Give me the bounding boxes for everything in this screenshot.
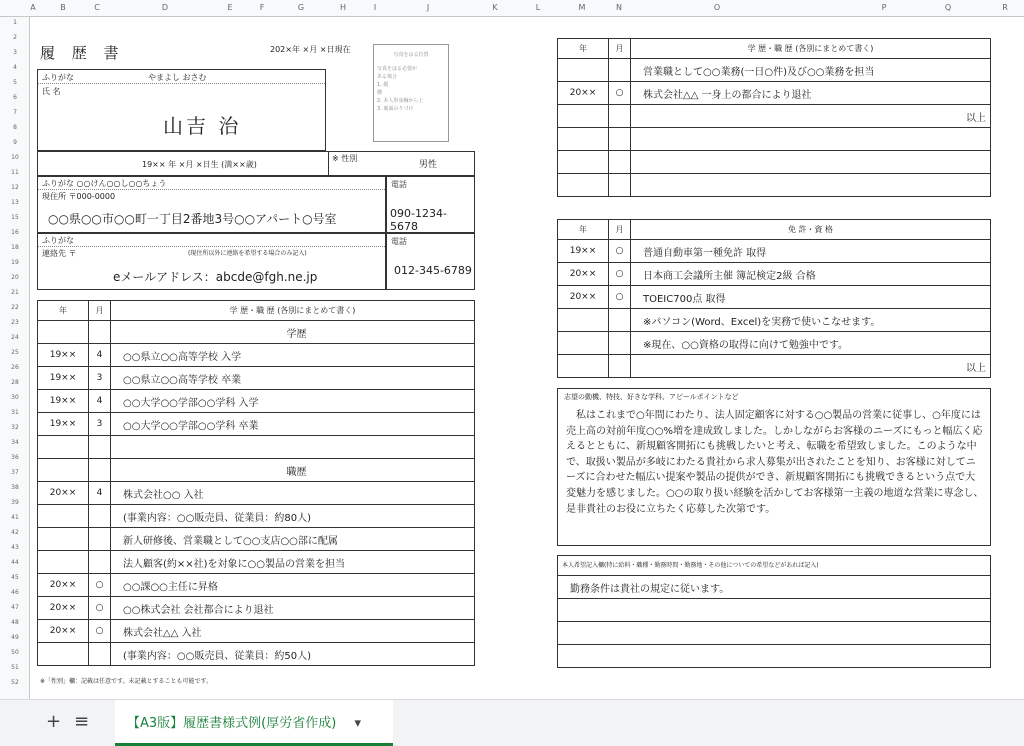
- contact-phone-number: 012-345-6789: [394, 264, 472, 277]
- divider: [558, 575, 990, 576]
- row-label[interactable]: 41: [11, 514, 19, 521]
- content-cell[interactable]: [631, 151, 991, 174]
- month-cell[interactable]: [609, 355, 631, 378]
- year-cell[interactable]: 20××: [38, 482, 89, 505]
- row-label[interactable]: 39: [11, 499, 19, 506]
- resume-title: 履 歴 書: [40, 44, 125, 62]
- add-sheet-button[interactable]: +: [46, 711, 62, 732]
- year-cell[interactable]: [38, 643, 89, 666]
- year-header: 年: [38, 301, 89, 321]
- month-cell[interactable]: [89, 551, 111, 574]
- year-cell[interactable]: 19××: [38, 390, 89, 413]
- month-cell[interactable]: ○: [609, 263, 631, 286]
- content-cell[interactable]: 新人研修後、営業職として○○支店○○部に配属: [111, 528, 475, 551]
- month-cell[interactable]: 3: [89, 367, 111, 390]
- year-cell[interactable]: [558, 355, 609, 378]
- content-cell[interactable]: ○○県立○○高等学校 卒業: [111, 367, 475, 390]
- birth-date: 19×× 年 ×月 ×日生 (満××歳): [142, 160, 257, 169]
- row-header: [0, 17, 30, 699]
- row-label[interactable]: 31: [11, 409, 19, 416]
- footnote: ※「性別」欄：記載は任意です。未記載とすることも可能です。: [40, 678, 213, 685]
- year-cell[interactable]: [558, 128, 609, 151]
- divider: [558, 598, 990, 599]
- sex-label: ※ 性別: [332, 154, 358, 163]
- content-cell[interactable]: 株式会社△△ 入社: [111, 620, 475, 643]
- row-label[interactable]: 4: [13, 64, 17, 71]
- row-label[interactable]: 25: [11, 349, 19, 356]
- content-header: 学 歴・職 歴 (各別にまとめて書く): [111, 301, 475, 321]
- table-row[interactable]: [558, 240, 991, 263]
- row-label[interactable]: 1: [13, 19, 17, 26]
- column-label[interactable]: E: [227, 3, 233, 12]
- spreadsheet-grid[interactable]: [30, 17, 1024, 699]
- content-cell[interactable]: 営業職として○○業務(一日○件)及び○○業務を担当: [631, 59, 991, 82]
- table-row[interactable]: [558, 286, 991, 309]
- table-row[interactable]: [38, 620, 475, 643]
- content-cell[interactable]: 株式会社△△ 一身上の都合により退社: [631, 82, 991, 105]
- row-label[interactable]: 15: [11, 214, 19, 221]
- furigana-label: ふりがな: [42, 73, 74, 82]
- column-label[interactable]: N: [616, 3, 622, 12]
- month-cell[interactable]: 4: [89, 344, 111, 367]
- address-box: [37, 176, 386, 233]
- table-row[interactable]: [38, 528, 475, 551]
- year-cell[interactable]: 20××: [38, 620, 89, 643]
- column-label[interactable]: M: [578, 3, 586, 12]
- row-label[interactable]: 10: [11, 154, 19, 161]
- table-row[interactable]: [558, 174, 991, 197]
- row-label[interactable]: 2: [13, 34, 17, 41]
- sheet-tab-label: 【A3版】履歴書様式例(厚労省作成): [127, 716, 337, 731]
- month-header: 月: [89, 301, 111, 321]
- row-label[interactable]: 43: [11, 544, 19, 551]
- contact-phone-box: [386, 233, 475, 290]
- wish-box: [557, 555, 991, 668]
- divider: [558, 621, 990, 622]
- motive-label: 志望の動機、特技、好きな学科、アピールポイントなど: [564, 393, 739, 401]
- year-cell[interactable]: 20××: [558, 82, 609, 105]
- name-box: [37, 69, 326, 151]
- row-label[interactable]: 38: [11, 484, 19, 491]
- month-cell[interactable]: [89, 505, 111, 528]
- year-cell[interactable]: 20××: [38, 597, 89, 620]
- row-label[interactable]: 3: [13, 49, 17, 56]
- row-label[interactable]: 52: [11, 679, 19, 686]
- content-header: 免 許・資 格: [631, 220, 991, 240]
- photo-instruction: ある場合: [377, 74, 398, 80]
- table-row[interactable]: [38, 436, 475, 459]
- row-label[interactable]: 48: [11, 619, 19, 626]
- table-row[interactable]: [38, 482, 475, 505]
- month-cell[interactable]: ○: [89, 597, 111, 620]
- content-cell[interactable]: ○○株式会社 会社都合により退社: [111, 597, 475, 620]
- table-row[interactable]: [558, 151, 991, 174]
- column-label[interactable]: I: [373, 3, 377, 12]
- month-cell[interactable]: [609, 332, 631, 355]
- photo-instruction: 写真をはる位置: [393, 52, 429, 58]
- content-cell[interactable]: 日本商工会議所主催 簿記検定2級 合格: [631, 263, 991, 286]
- row-label[interactable]: 18: [11, 244, 19, 251]
- column-label[interactable]: J: [426, 3, 430, 12]
- year-cell[interactable]: [558, 105, 609, 128]
- month-cell[interactable]: [89, 459, 111, 482]
- year-cell[interactable]: [558, 332, 609, 355]
- row-label[interactable]: 11: [11, 169, 19, 176]
- content-cell[interactable]: (事業内容：○○販売員、従業員：約50人): [111, 643, 475, 666]
- row-label[interactable]: 50: [11, 649, 19, 656]
- content-cell[interactable]: 以上: [631, 355, 991, 378]
- contact-note: (現住所以外に連絡を希望する場合のみ記入): [188, 250, 307, 257]
- contact-furigana: ふりがな: [42, 236, 74, 245]
- year-cell[interactable]: 20××: [38, 574, 89, 597]
- year-cell[interactable]: 19××: [38, 367, 89, 390]
- sex-value: 男性: [419, 160, 438, 170]
- divider: [38, 189, 385, 190]
- table-row[interactable]: [558, 82, 991, 105]
- row-label[interactable]: 7: [13, 109, 17, 116]
- month-cell[interactable]: [609, 105, 631, 128]
- row-label[interactable]: 5: [13, 79, 17, 86]
- motive-box: [557, 388, 991, 546]
- content-header: 学 歴・職 歴 (各別にまとめて書く): [631, 39, 991, 59]
- photo-instruction: 1. 縦: [377, 82, 389, 88]
- contact-label: 連絡先 〒: [42, 249, 77, 258]
- row-label[interactable]: 12: [11, 184, 19, 191]
- month-cell[interactable]: [89, 643, 111, 666]
- row-label[interactable]: 36: [11, 454, 19, 461]
- chevron-down-icon[interactable]: ▾: [354, 716, 361, 731]
- table-row[interactable]: [558, 105, 991, 128]
- column-label[interactable]: A: [30, 3, 36, 12]
- sheet-tab-bar: [0, 699, 1024, 746]
- year-header: 年: [558, 39, 609, 59]
- birth-row: [37, 151, 475, 176]
- address: ○○県○○市○○町一丁目2番地3号○○アパート○号室: [48, 212, 337, 226]
- phone-label: 電話: [391, 180, 407, 189]
- divider: [38, 246, 385, 247]
- table-row[interactable]: [558, 263, 991, 286]
- month-cell[interactable]: ○: [89, 574, 111, 597]
- column-label[interactable]: R: [1002, 3, 1008, 12]
- row-label[interactable]: 32: [11, 424, 19, 431]
- row-label[interactable]: 42: [11, 529, 19, 536]
- column-label[interactable]: B: [60, 3, 66, 12]
- row-label[interactable]: 24: [11, 334, 19, 341]
- column-label[interactable]: D: [161, 3, 169, 12]
- address-label: 現住所 〒000-0000: [42, 192, 116, 201]
- name-furigana: やまよし おさむ: [148, 73, 207, 82]
- history-table-left: [37, 300, 475, 666]
- month-cell[interactable]: [89, 321, 111, 344]
- row-label[interactable]: 22: [11, 304, 19, 311]
- row-label[interactable]: 45: [11, 574, 19, 581]
- row-label[interactable]: 46: [11, 589, 19, 596]
- year-cell[interactable]: [558, 174, 609, 197]
- month-cell[interactable]: [609, 174, 631, 197]
- row-label[interactable]: 19: [11, 259, 19, 266]
- year-cell[interactable]: [558, 151, 609, 174]
- row-label[interactable]: 44: [11, 559, 19, 566]
- photo-instruction: 写真をはる必要が: [377, 66, 418, 72]
- year-cell[interactable]: 20××: [558, 286, 609, 309]
- table-row[interactable]: [558, 309, 991, 332]
- month-header: 月: [609, 220, 631, 240]
- year-cell[interactable]: 20××: [558, 263, 609, 286]
- content-cell[interactable]: ○○大学○○学部○○学科 入学: [111, 390, 475, 413]
- row-label[interactable]: 21: [11, 289, 19, 296]
- month-cell[interactable]: [89, 528, 111, 551]
- month-header: 月: [609, 39, 631, 59]
- table-row[interactable]: [558, 128, 991, 151]
- content-cell[interactable]: ○○課○○主任に昇格: [111, 574, 475, 597]
- phone-number: 090-1234-5678: [390, 207, 447, 233]
- table-row[interactable]: [558, 59, 991, 82]
- motive-text: 私はこれまで○年間にわたり、法人固定顧客に対する○○製品の営業に従事し、○年度には売上高の対前年度○○%増を達成致しました。しかしながらお客様のニーズにもっと幅広く応えるとともに、新規顧客開拓にも挑戦したいと考え、転職を希望致しました。このような中で、取扱い製品が多岐にわたる貴社から求人募集が出されたことを知り、お客様に対してニーズに合わせた幅広い提案や製品の提供ができ、新規顧客開拓にも挑戦できるという点で大変魅力を感じました。○○の取り扱い経験を活かしてお客様第一主義の地道な営業に専念し、是非貴社のお役に立ちたく応募した次第です。: [566, 410, 984, 515]
- table-row[interactable]: [38, 551, 475, 574]
- column-label[interactable]: O: [713, 3, 721, 12]
- content-cell[interactable]: ※パソコン(Word、Excel)を実務で使いこなせます。: [631, 309, 991, 332]
- table-row[interactable]: [38, 505, 475, 528]
- year-cell[interactable]: [38, 551, 89, 574]
- row-label[interactable]: 13: [11, 199, 19, 206]
- photo-instruction: 2. 本人単身胸から上: [377, 98, 424, 104]
- contact-phone-label: 電話: [391, 237, 407, 246]
- content-cell[interactable]: TOEIC700点 取得: [631, 286, 991, 309]
- address-furigana: ふりがな ○○けん○○し○○ちょう: [42, 179, 167, 188]
- table-row[interactable]: [38, 459, 475, 482]
- content-cell[interactable]: 職歴: [111, 459, 475, 482]
- column-label[interactable]: P: [881, 3, 887, 12]
- year-cell[interactable]: [38, 459, 89, 482]
- year-cell[interactable]: [558, 309, 609, 332]
- month-cell[interactable]: [609, 151, 631, 174]
- month-cell[interactable]: 3: [89, 413, 111, 436]
- row-label[interactable]: 23: [11, 319, 19, 326]
- row-label[interactable]: 51: [11, 664, 19, 671]
- table-row[interactable]: [38, 574, 475, 597]
- row-label[interactable]: 28: [11, 379, 19, 386]
- year-cell[interactable]: [558, 59, 609, 82]
- content-cell[interactable]: (事業内容：○○販売員、従業員：約80人): [111, 505, 475, 528]
- table-row[interactable]: [38, 344, 475, 367]
- content-cell[interactable]: 普通自動車第一種免許 取得: [631, 240, 991, 263]
- row-label[interactable]: 9: [13, 139, 17, 146]
- photo-instruction: 横: [377, 90, 383, 96]
- content-cell[interactable]: [631, 174, 991, 197]
- month-cell[interactable]: ○: [609, 240, 631, 263]
- all-sheets-button[interactable]: ≡: [74, 711, 90, 732]
- row-label[interactable]: 20: [11, 274, 19, 281]
- table-row[interactable]: [38, 597, 475, 620]
- year-cell[interactable]: 19××: [38, 344, 89, 367]
- row-label[interactable]: 47: [11, 604, 19, 611]
- divider: [558, 644, 990, 645]
- column-header: [0, 0, 1024, 17]
- table-row[interactable]: [38, 390, 475, 413]
- content-cell[interactable]: ○○県立○○高等学校 入学: [111, 344, 475, 367]
- row-label[interactable]: 34: [11, 439, 19, 446]
- month-cell[interactable]: ○: [609, 82, 631, 105]
- email-address: eメールアドレス：abcde@fgh.ne.jp: [113, 270, 318, 284]
- phone-box: [386, 176, 475, 233]
- year-header: 年: [558, 220, 609, 240]
- month-cell[interactable]: 4: [89, 482, 111, 505]
- wish-text: 勤務条件は貴社の規定に従います。: [570, 584, 730, 595]
- table-row[interactable]: [38, 413, 475, 436]
- date-now: 202×年 ×月 ×日現在: [270, 45, 351, 54]
- year-cell[interactable]: 19××: [558, 240, 609, 263]
- content-cell[interactable]: ○○大学○○学部○○学科 卒業: [111, 413, 475, 436]
- wish-label: 本人希望記入欄(特に給料・職種・勤務時間・勤務地・その他についての希望などがあれば記入): [562, 562, 819, 569]
- photo-instruction: 3. 裏面のりづけ: [377, 106, 414, 112]
- column-label[interactable]: C: [94, 3, 100, 12]
- row-label[interactable]: 49: [11, 634, 19, 641]
- name-label: 氏 名: [42, 87, 61, 96]
- month-cell[interactable]: ○: [609, 286, 631, 309]
- column-label[interactable]: F: [259, 3, 265, 12]
- content-cell[interactable]: 学歴: [111, 321, 475, 344]
- column-label[interactable]: L: [535, 3, 541, 12]
- content-cell[interactable]: [111, 436, 475, 459]
- table-row[interactable]: [38, 643, 475, 666]
- divider: [38, 83, 325, 84]
- row-label[interactable]: 16: [11, 229, 19, 236]
- sex-cell: [328, 152, 475, 175]
- column-label[interactable]: Q: [944, 3, 952, 12]
- column-label[interactable]: H: [339, 3, 347, 12]
- row-label[interactable]: 26: [11, 364, 19, 371]
- applicant-name: 山吉 治: [163, 114, 242, 138]
- row-label[interactable]: 6: [13, 94, 17, 101]
- photo-box: [373, 44, 449, 142]
- row-label[interactable]: 37: [11, 469, 19, 476]
- month-cell[interactable]: [609, 128, 631, 151]
- year-cell[interactable]: 19××: [38, 413, 89, 436]
- year-cell[interactable]: [38, 528, 89, 551]
- month-cell[interactable]: ○: [89, 620, 111, 643]
- year-cell[interactable]: [38, 436, 89, 459]
- history-table-right: [557, 38, 991, 197]
- month-cell[interactable]: 4: [89, 390, 111, 413]
- content-cell[interactable]: ※現在、○○資格の取得に向けて勉強中です。: [631, 332, 991, 355]
- sheet-tab-active[interactable]: [115, 700, 393, 746]
- content-cell[interactable]: 法人顧客(約××社)を対象に○○製品の営業を担当: [111, 551, 475, 574]
- content-cell[interactable]: [631, 128, 991, 151]
- column-label[interactable]: K: [492, 3, 498, 12]
- month-cell[interactable]: [89, 436, 111, 459]
- column-label[interactable]: G: [297, 3, 305, 12]
- row-label[interactable]: 30: [11, 394, 19, 401]
- content-cell[interactable]: 株式会社○○ 入社: [111, 482, 475, 505]
- year-cell[interactable]: [38, 321, 89, 344]
- month-cell[interactable]: [609, 309, 631, 332]
- license-table: [557, 219, 991, 378]
- month-cell[interactable]: [609, 59, 631, 82]
- year-cell[interactable]: [38, 505, 89, 528]
- row-label[interactable]: 8: [13, 124, 17, 131]
- contact-box: [37, 233, 386, 290]
- table-row[interactable]: [558, 332, 991, 355]
- table-row[interactable]: [558, 355, 991, 378]
- content-cell[interactable]: 以上: [631, 105, 991, 128]
- table-row[interactable]: [38, 367, 475, 390]
- table-row[interactable]: [38, 321, 475, 344]
